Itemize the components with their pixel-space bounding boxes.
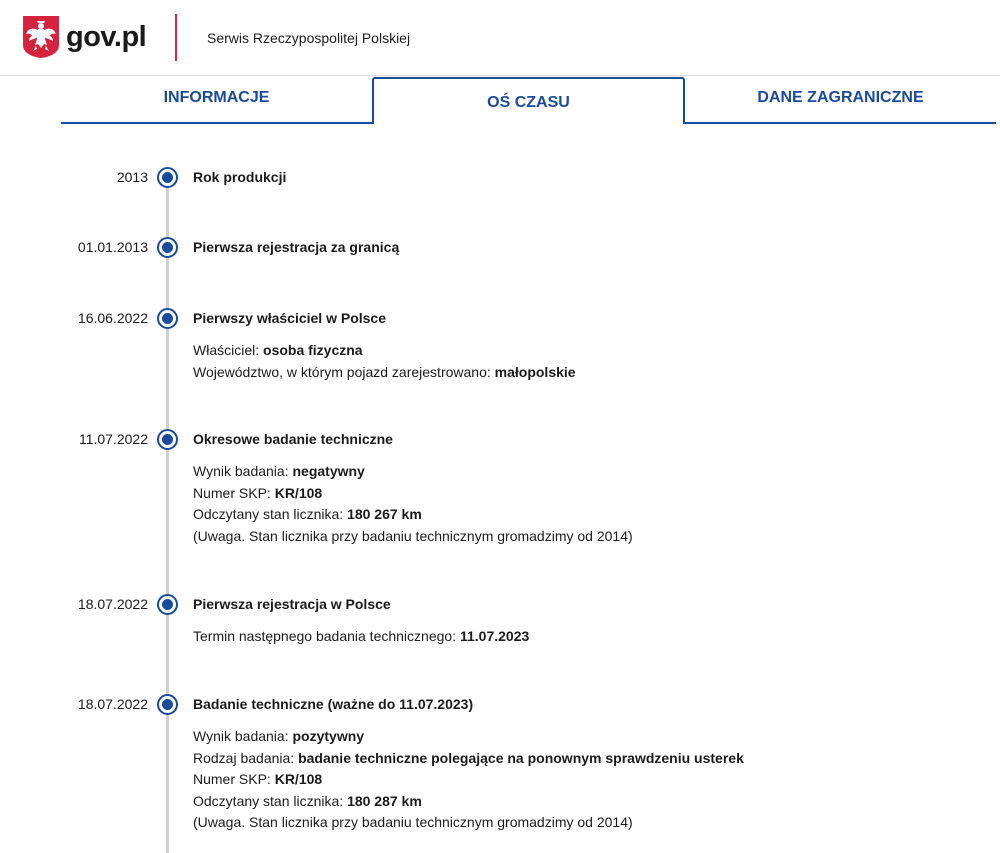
entry-title: Pierwsza rejestracja za granicą xyxy=(193,239,400,255)
detail-line xyxy=(193,726,744,748)
tab-dane-zagraniczne[interactable]: DANE ZAGRANICZNE xyxy=(685,77,996,124)
entry-date: 01.01.2013 xyxy=(77,239,148,255)
detail-value: KR/108 xyxy=(274,484,323,501)
detail-label: Odczytany stan licznika: xyxy=(193,792,348,809)
tab-informacje[interactable]: INFORMACJE xyxy=(61,77,372,124)
detail-line xyxy=(193,748,744,770)
tab-bar xyxy=(61,77,996,124)
detail-label: Rodzaj badania: xyxy=(193,749,299,766)
timeline-dot-icon xyxy=(157,167,178,188)
timeline-line xyxy=(166,176,169,853)
detail-line xyxy=(193,791,744,813)
detail-label: Województwo, w którym pojazd zarejestrowano: xyxy=(193,363,495,380)
detail-line xyxy=(193,483,633,505)
detail-label: Numer SKP: xyxy=(193,484,275,501)
site-header xyxy=(0,0,1000,76)
detail-line xyxy=(193,504,633,526)
timeline-dot-icon xyxy=(157,429,178,450)
entry-title: Pierwszy właściciel w Polsce xyxy=(193,310,386,326)
entry-details xyxy=(193,626,529,648)
entry-details xyxy=(193,461,633,547)
entry-details xyxy=(193,726,744,834)
timeline-dot-icon xyxy=(157,237,178,258)
detail-value: pozytywny xyxy=(292,728,365,744)
gov-pl-logo[interactable] xyxy=(22,15,146,59)
timeline-dot-icon xyxy=(157,694,178,715)
detail-line xyxy=(193,769,744,791)
entry-title: Rok produkcji xyxy=(193,169,287,185)
detail-label: Wynik badania: xyxy=(193,728,293,744)
detail-value: małopolskie xyxy=(494,363,576,380)
detail-note: (Uwaga. Stan licznika przy badaniu technicznym gromadzimy od 2014) xyxy=(193,814,633,830)
detail-label: Odczytany stan licznika: xyxy=(193,506,348,522)
detail-line xyxy=(193,526,633,548)
timeline-dot-icon xyxy=(157,594,178,615)
detail-label: Termin następnego badania technicznego: xyxy=(193,628,460,644)
entry-title: Badanie techniczne (ważne do 11.07.2023) xyxy=(193,696,474,712)
entry-title: Okresowe badanie techniczne xyxy=(193,431,393,447)
entry-details xyxy=(193,340,576,383)
entry-title: Pierwsza rejestracja w Polsce xyxy=(193,596,391,612)
detail-value: 180 267 km xyxy=(347,506,422,522)
detail-label: Wynik badania: xyxy=(193,463,293,479)
detail-value: KR/108 xyxy=(274,771,323,787)
header-divider xyxy=(175,14,177,61)
entry-date: 16.06.2022 xyxy=(77,310,148,326)
detail-line xyxy=(193,812,744,834)
detail-line xyxy=(193,362,576,384)
detail-line xyxy=(193,461,633,483)
detail-label: Właściciel: xyxy=(193,342,264,358)
entry-date: 18.07.2022 xyxy=(77,696,148,712)
logo-text: gov.pl xyxy=(66,20,147,53)
detail-label: Numer SKP: xyxy=(193,771,275,787)
entry-date: 2013 xyxy=(116,169,148,185)
entry-date: 11.07.2022 xyxy=(78,431,148,447)
detail-line xyxy=(193,626,529,648)
detail-value: badanie techniczne polegające na ponownym sprawdzeniu usterek xyxy=(298,749,744,766)
service-name: Serwis Rzeczypospolitej Polskiej xyxy=(207,30,411,46)
detail-note: (Uwaga. Stan licznika przy badaniu technicznym gromadzimy od 2014) xyxy=(193,527,633,544)
detail-value: 11.07.2023 xyxy=(459,628,530,644)
detail-value: osoba fizyczna xyxy=(263,342,363,358)
tab-os-czasu[interactable]: OŚ CZASU xyxy=(372,77,685,124)
polish-eagle-emblem-icon xyxy=(22,15,60,59)
entry-date: 18.07.2022 xyxy=(77,596,148,612)
detail-value: 180 287 km xyxy=(347,792,422,809)
timeline-dot-icon xyxy=(157,308,178,329)
detail-value: negatywny xyxy=(292,463,365,479)
detail-line xyxy=(193,340,576,362)
